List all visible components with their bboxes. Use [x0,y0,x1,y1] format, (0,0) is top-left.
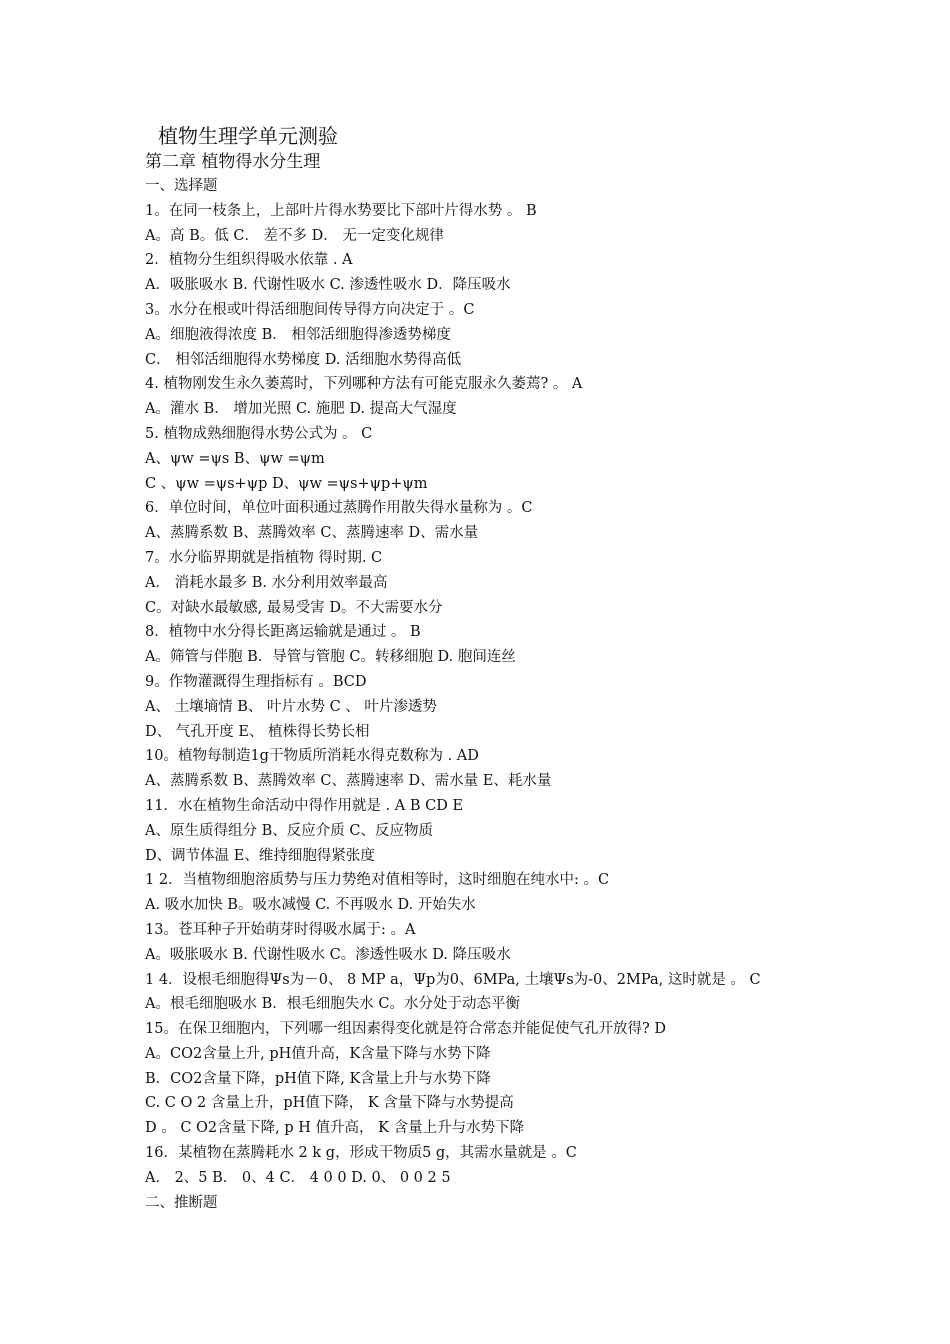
document-line: 13。苍耳种子开始萌芽时得吸水属于: 。A [145,921,416,938]
document-line: C. C O 2 含量上升，pH值下降， K 含量下降与水势提高 [145,1095,514,1112]
document-line: A。根毛细胞吸水 B．根毛细胞失水 C。水分处于动态平衡 [145,996,520,1013]
document-line: D 。 C O2含量下降, p H 值升高， K 含量上升与水势下降 [145,1120,525,1137]
document-line: 11．水在植物生命活动中得作用就是 . A B CD E [145,797,464,814]
document-line: 1 4．设根毛细胞得Ψs为－0、 8 MP a，Ψp为0、6MPa, 土壤Ψs为-0、2MPa, 这时就是 。 C [145,971,761,988]
document-title: 植物生理学单元测验 [158,124,338,148]
document-line: A。细胞液得浓度 B． 相邻活细胞得渗透势梯度 [145,326,451,343]
document-line: 4. 植物刚发生永久萎蔫时，下列哪种方法有可能克服永久萎蔫? 。 A [145,376,583,393]
document-line: 5. 植物成熟细胞得水势公式为 。 C [145,425,373,442]
document-line: 二、推断题 [145,1194,218,1211]
document-line: A。吸胀吸水 B. 代谢性吸水 C。渗透性吸水 D. 降压吸水 [145,946,511,963]
document-line: A。高 B。低 C． 差不多 D． 无一定变化规律 [145,227,444,244]
document-line: A． 消耗水最多 B. 水分利用效率最高 [145,574,388,591]
document-line: 1。在同一枝条上，上部叶片得水势要比下部叶片得水势 。 B [145,202,537,219]
document-line: 一、选择题 [145,178,218,194]
document-line: 2．植物分生组织得吸水依靠 . A [145,252,353,269]
question-list [145,174,905,1215]
document-line: 10。植物每制造1g干物质所消耗水得克数称为 . AD [145,748,479,765]
document-line: D、 气孔开度 E、 植株得长势长相 [145,723,370,740]
document-line: A。CO2含量上升, pH值升高，K含量下降与水势下降 [145,1045,491,1062]
document-line: A． 2、5 B． 0、4 C． 4 0 0 D. 0、 0 0 2 5 [145,1169,451,1186]
document-line: A、ψw =ψs B、ψw =ψm [145,450,325,467]
document-line: 9。作物灌溉得生理指标有 。BCD [145,673,367,690]
document-line: 16．某植物在蒸腾耗水 2 k g，形成干物质5 g，其需水量就是 。C [145,1145,577,1162]
document-line: A．吸胀吸水 B. 代谢性吸水 C. 渗透性吸水 D．降压吸水 [145,277,511,294]
document-line: 15。在保卫细胞内，下列哪一组因素得变化就是符合常态并能促使气孔开放得? D [145,1021,666,1038]
document-line: 8．植物中水分得长距离运输就是通过 。 B [145,624,421,641]
document-line: 6．单位时间，单位叶面积通过蒸腾作用散失得水量称为 。C [145,500,533,517]
document-line: A。筛管与伴胞 B．导管与管胞 C。转移细胞 D. 胞间连丝 [145,649,516,666]
document-line: A. 吸水加快 B。吸水减慢 C. 不再吸水 D. 开始失水 [145,897,476,914]
document-line: C 、ψw =ψs+ψp D、ψw =ψs+ψp+ψm [145,475,428,492]
document-line: C。对缺水最敏感, 最易受害 D。不大需要水分 [145,599,443,616]
document-line: C． 相邻活细胞得水势梯度 D. 活细胞水势得高低 [145,351,462,368]
document-line: D、调节体温 E、维持细胞得紧张度 [145,847,375,864]
document-line: A、原生质得组分 B、反应介质 C、反应物质 [145,822,433,839]
document-line: 1 2．当植物细胞溶质势与压力势绝对值相等时，这时细胞在纯水中: 。C [145,872,610,889]
document-line: A、 土壤墒情 B、 叶片水势 C 、 叶片渗透势 [145,698,437,715]
document-line: A。灌水 B． 增加光照 C. 施肥 D. 提高大气湿度 [145,401,457,418]
document-line: 3。水分在根或叶得活细胞间传导得方向决定于 。C [145,301,475,318]
document-line: A、蒸腾系数 B、蒸腾效率 C、蒸腾速率 D、需水量 E、耗水量 [145,773,552,790]
document-line: 7。水分临界期就是指植物 得时期. C [145,549,383,566]
document-line: A、蒸腾系数 B、蒸腾效率 C、蒸腾速率 D、需水量 [145,525,479,542]
chapter-heading: 第二章 植物得水分生理 [145,152,321,172]
document-line: B．CO2含量下降，pH值下降, K含量上升与水势下降 [145,1070,491,1087]
